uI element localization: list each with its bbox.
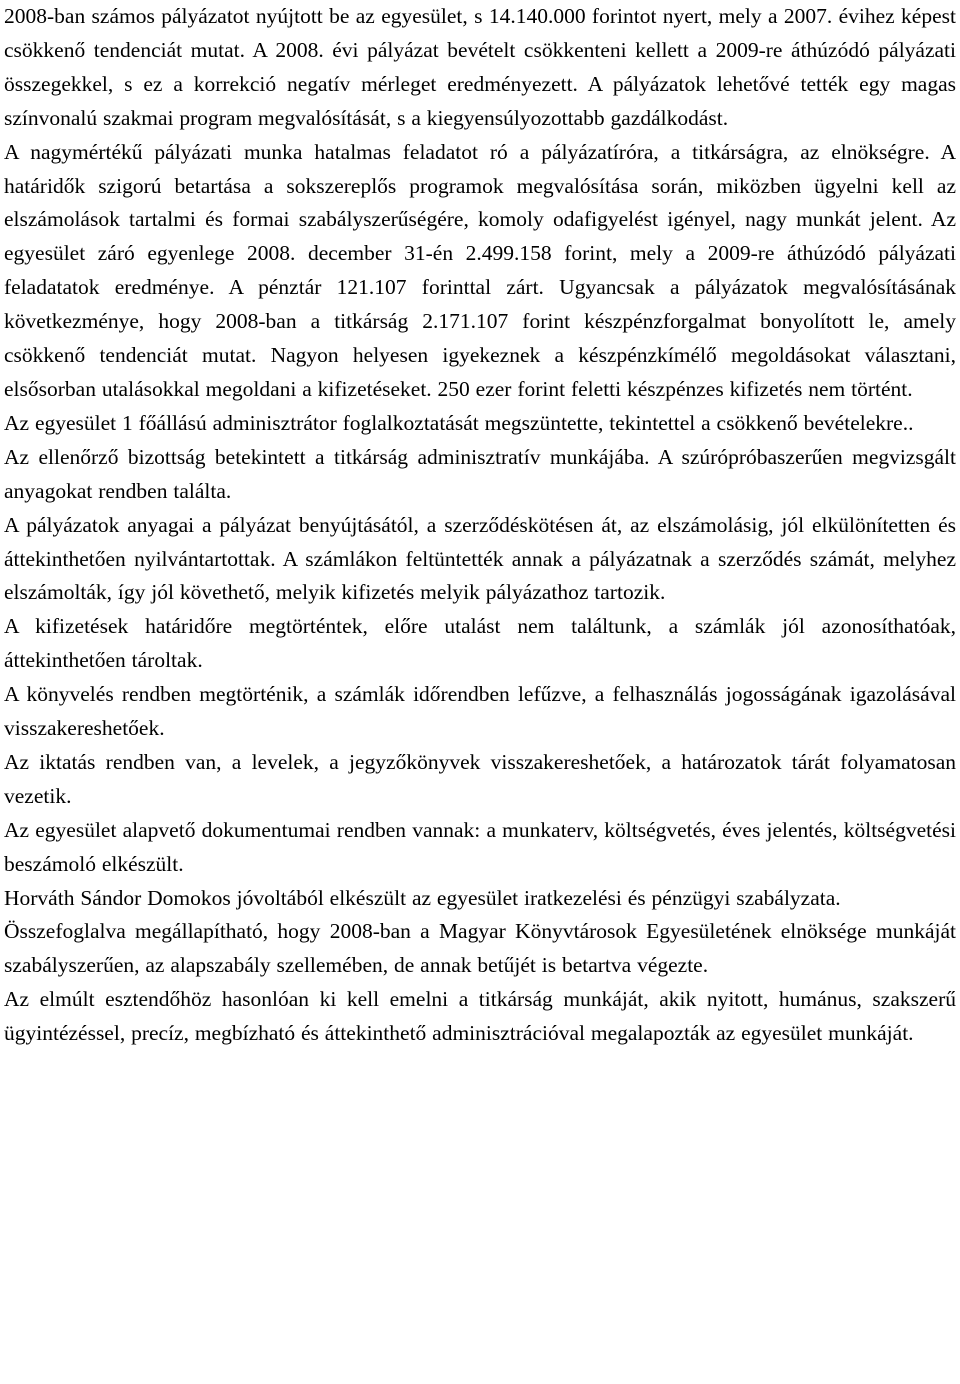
paragraph-summary: Összefoglalva megállapítható, hogy 2008-ban a Magyar Könyvtárosok Egyesületének elnöksége munkáját szabályszerűen, az alapszabály szellemében, de annak betűjét is betartva végezte.	[4, 919, 956, 978]
paragraph-tender-workload: A nagymértékű pályázati munka hatalmas feladatot ró a pályázatíróra, a titkárságra, az elnökségre. A határidők szigorú betartása a sokszereplős programok megvalósítása során, miközben ügyelni kell az elszámolások tartalmi és formai szabályszerűségére, komoly odafigyelést igényel, nagy munkát jelent. Az egyesület záró egyenlege 2008. december 31-én 2.499.158 forint, mely a 2009-re áthúzódó pályázati feladatatok eredménye. A pénztár 121.107 forinttal zárt. Ugyancsak a pályázatok megvalósításának következménye, hogy 2008-ban a titkárság 2.171.107 forint készpénzforgalmat bonyolított le, amely csökkenő tendenciát mutat. Nagyon helyesen igyekeznek a készpénzkímélő megoldásokat választani, elsősorban utalásokkal megoldani a kifizetéseket. 250 ezer forint feletti készpénzes kifizetés nem történt.	[4, 139, 956, 401]
paragraph-audit-committee: Az ellenőrző bizottság betekintett a titkárság adminisztratív munkájába. A szúrópróbaszerűen megvizsgált anyagokat rendben találta.	[4, 444, 956, 503]
paragraph-tender-income: 2008-ban számos pályázatot nyújtott be az egyesület, s 14.140.000 forintot nyert, mely a 2007. évihez képest csökkenő tendenciát mutat. A 2008. évi pályázat bevételt csökkenteni kellett a 2009-re áthúzódó pályázati összegekkel, s ez a korrekció negatív mérleget eredményezett. A pályázatok lehetővé tették egy magas színvonalú szakmai program megvalósítását, s a kiegyensúlyozottabb gazdálkodást.	[4, 4, 956, 130]
paragraph-tender-records: A pályázatok anyagai a pályázat benyújtásától, a szerződéskötésen át, az elszámolásig, jól elkülönítetten és áttekinthetően nyilvántartottak. A számlákon feltüntették annak a pályázatnak a szerződés számát, melyhez elszámolták, így jól követhető, melyik kifizetés melyik pályázathoz tartozik.	[4, 512, 956, 605]
paragraph-regulations: Horváth Sándor Domokos jóvoltából elkészült az egyesület iratkezelési és pénzügyi szabályzata.	[4, 885, 841, 910]
paragraph-documents: Az egyesület alapvető dokumentumai rendben vannak: a munkaterv, költségvetés, éves jelentés, költségvetési beszámoló elkészült.	[4, 817, 956, 876]
paragraph-bookkeeping: A könyvelés rendben megtörténik, a számlák időrendben lefűzve, a felhasználás jogosságának igazolásával visszakereshetőek.	[4, 682, 956, 741]
paragraph-payments: A kifizetések határidőre megtörténtek, előre utalást nem találtunk, a számlák jól azonosíthatóak, áttekinthetően tároltak.	[4, 614, 956, 673]
document-body	[4, 0, 956, 1051]
paragraph-administrator: Az egyesület 1 főállású adminisztrátor foglalkoztatását megszüntette, tekintettel a csökkenő bevételekre..	[4, 410, 914, 435]
paragraph-registry: Az iktatás rendben van, a levelek, a jegyzőkönyvek visszakereshetőek, a határozatok tárát folyamatosan vezetik.	[4, 749, 956, 808]
paragraph-secretariat-praise: Az elmúlt esztendőhöz hasonlóan ki kell emelni a titkárság munkáját, akik nyitott, humánus, szakszerű ügyintézéssel, precíz, megbízható és áttekinthető adminisztrációval megalapozták az egyesület munkáját.	[4, 987, 956, 1046]
